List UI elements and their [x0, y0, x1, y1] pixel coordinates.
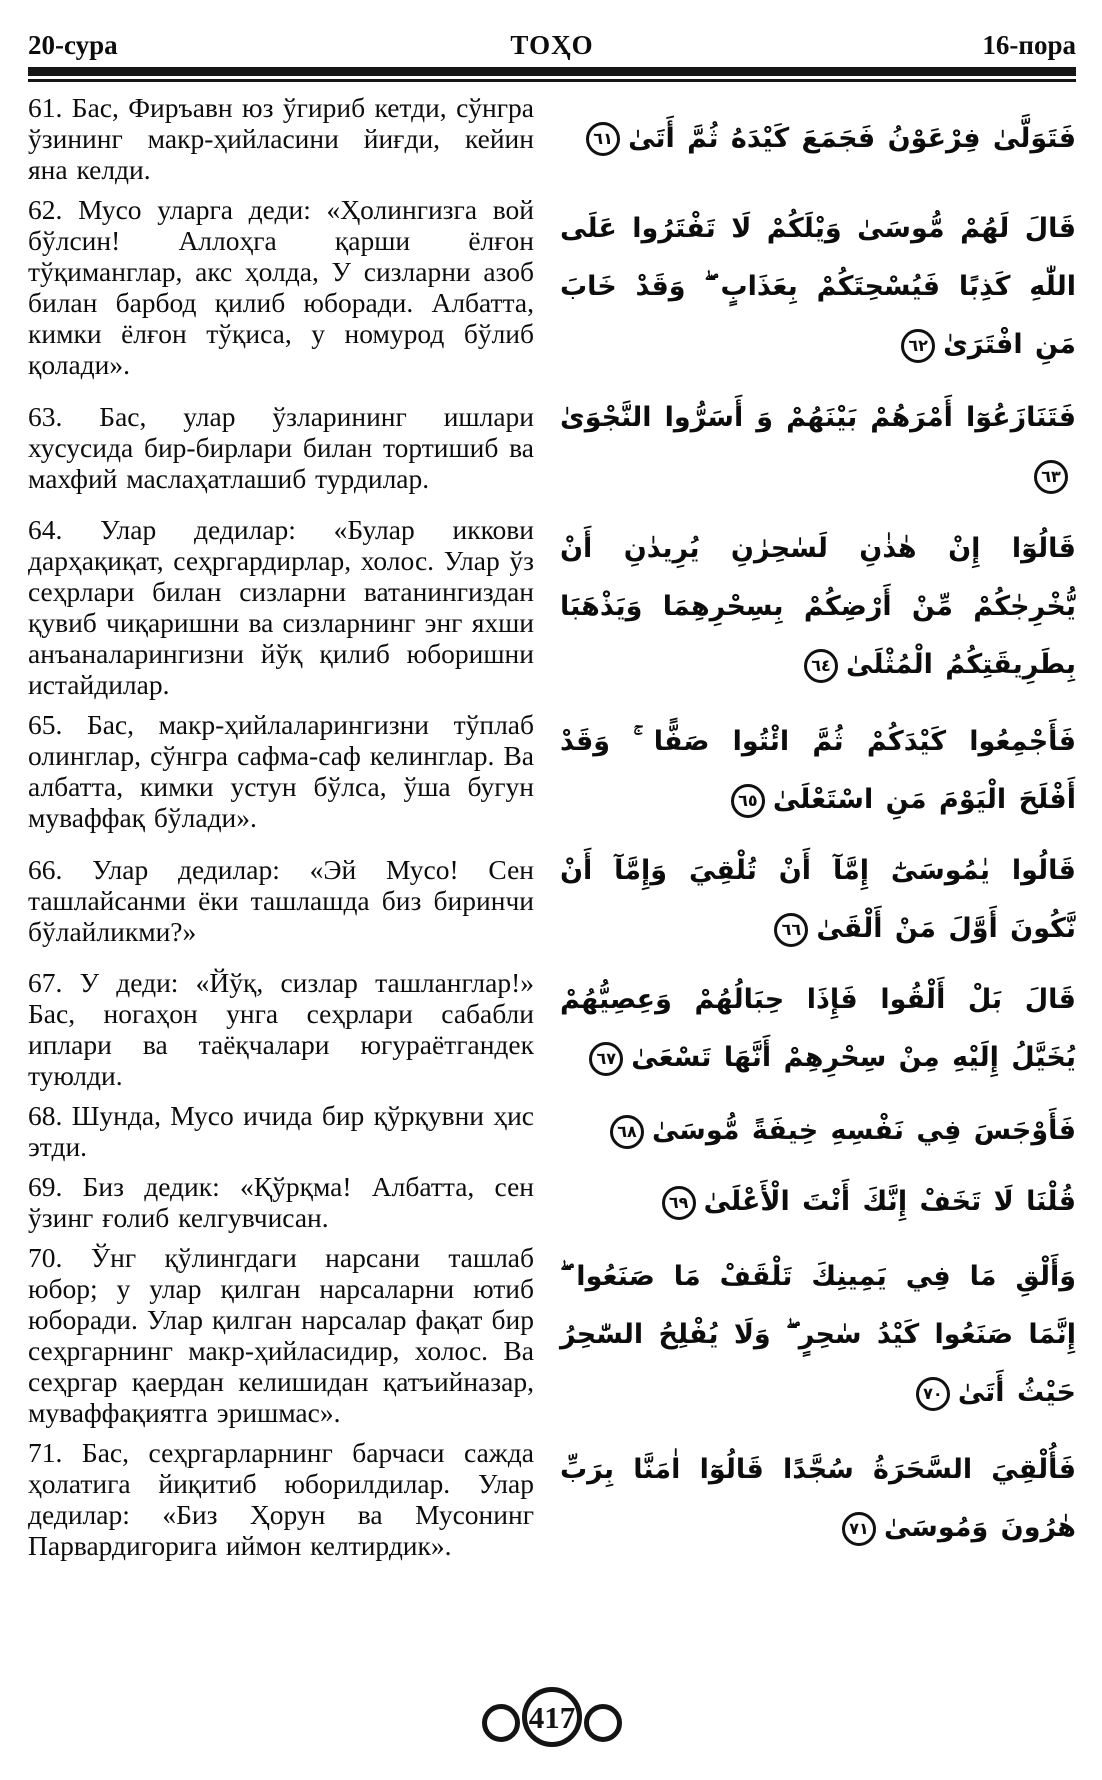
arabic-verse-body: فَأَجْمِعُوا كَيْدَكُمْ ثُمَّ ائْتُوا صَفًّا ۚ وَقَدْ أَفْلَحَ الْيَوْمَ مَنِ اسْتَعْلَىٰ — [560, 726, 1076, 815]
verse-uzbek-text: 71. Бас, сеҳргарларнинг барчаси сажда ҳолатига йиқитиб юборилдилар. Улар дедилар: «Биз Ҳорун ва Мусонинг Парвардигорига иймон келтирдик». — [28, 1437, 534, 1561]
verse-number-badge — [1034, 460, 1068, 494]
verse-arabic-text — [560, 1173, 1076, 1231]
verse-row — [28, 967, 1076, 1091]
verse-arabic-text — [560, 1248, 1076, 1422]
verse-uzbek-text: 66. Улар дедилар: «Эй Мусо! Сен ташлайсанми ёки ташлашда биз биринчи бўлайликми?» — [28, 853, 534, 947]
verse-uzbek-text: 63. Бас, улар ўзларининг ишлари хусусида бир-бирлари билан тортишиб ва махфий маслаҳатлашиб турдилар. — [28, 400, 534, 494]
verse-row — [28, 1100, 1076, 1162]
verse-uzbek-text: 70. Ўнг қўлингдаги нарсани ташлаб юбор; у улар қилган нарсаларни ютиб юборади. Улар қилган нарсалар фақат бир сеҳргарнинг макр-ҳийласидир, холос. Ва сеҳргар қаердан келишидан қатъийназар, муваффақиятга эришмас». — [28, 1242, 534, 1428]
verse-uzbek-text: 67. У деди: «Йўқ, сизлар ташланглар!» Бас, ногаҳон унга сеҳрлари сабабли иплари ва таёқчалари югураётгандек туюлди. — [28, 967, 534, 1091]
verse-uzbek-text: 64. Улар дедилар: «Булар иккови дарҳақиқат, сеҳргардирлар, холос. Улар ўз сеҳрлари билан сизларни ватанингиздан қувиб чиқаришни ва сизларнинг энг яхши анъаналарингизни йўқ қилиб юборишни истайдилар. — [28, 514, 534, 700]
verse-arabic-text — [560, 389, 1076, 505]
header-rule-thin — [28, 79, 1076, 82]
verse-row — [28, 514, 1076, 700]
verse-uzbek-text: 68. Шунда, Мусо ичида бир қўрқувни ҳис этди. — [28, 1100, 534, 1162]
verse-number-badge-text: ٧٠ — [923, 1383, 943, 1403]
verse-number-badge — [589, 1042, 623, 1076]
page-header — [28, 30, 1076, 60]
page-footer — [28, 1686, 1076, 1762]
verse-arabic-text — [560, 110, 1076, 168]
arabic-verse-body: قَالُوٓا إِنْ هٰذٰنِ لَسٰحِرٰنِ يُرِيدٰنِ أَنْ يُّخْرِجٰكُمْ مِّنْ أَرْضِكُمْ بِسِحْرِهِمَا وَيَذْهَبَا بِطَرِيقَتِكُمُ الْمُثْلَىٰ — [560, 533, 1076, 680]
page-number-ornament — [474, 1686, 630, 1752]
verse-number-badge-text: ٦٩ — [668, 1192, 689, 1212]
verse-number-badge — [610, 1115, 644, 1149]
verse-uzbek-text: 69. Биз дедик: «Қўрқма! Албатта, сен ўзинг ғолиб келгувчисан. — [28, 1171, 534, 1233]
verse-arabic-text — [560, 971, 1076, 1087]
verse-uzbek-text: 61. Бас, Фиръавн юз ўгириб кетди, сўнгра ўзининг макр-ҳийласини йиғди, кейин яна келди. — [28, 92, 534, 185]
verse-arabic-text — [560, 1102, 1076, 1160]
verse-number-badge-text: ٦٨ — [617, 1121, 637, 1141]
verse-number-badge-text: ٦٦ — [781, 919, 802, 939]
verse-number-badge — [916, 1377, 950, 1411]
arabic-verse-body: فَأُلْقِيَ السَّحَرَةُ سُجَّدًا قَالُوٓا اٰمَنَّا بِرَبِّ هٰرُونَ وَمُوسَىٰ — [560, 1454, 1076, 1543]
verse-number-badge — [842, 1512, 876, 1546]
verse-arabic-text — [560, 1441, 1076, 1557]
verse-number-badge-text: ٦٣ — [1041, 466, 1061, 486]
verse-uzbek-text: 62. Мусо уларга деди: «Ҳолингизга вой бўлсин! Аллоҳга қарши ёлғон тўқиманглар, акс ҳолда, У сизларни азоб билан барбод қилиб юборади. Албатта, кимки ёлғон тўқиса, у номурод бўлиб қолади». — [28, 194, 534, 380]
verse-arabic-text — [560, 520, 1076, 694]
verse-row — [28, 842, 1076, 958]
verse-row — [28, 709, 1076, 833]
arabic-verse-body: قُلْنَا لَا تَخَفْ إِنَّكَ أَنْتَ الْأَعْلَىٰ — [703, 1186, 1076, 1217]
verse-number-badge — [804, 649, 838, 683]
arabic-verse-body: فَتَوَلَّىٰ فِرْعَوْنُ فَجَمَعَ كَيْدَهُ ثُمَّ أَتَىٰ — [628, 122, 1076, 154]
verse-number-badge-text: ٦٢ — [908, 335, 928, 355]
verse-number-badge — [901, 329, 935, 363]
verse-row — [28, 92, 1076, 185]
verse-number-badge-text: ٦٧ — [596, 1048, 617, 1068]
verse-number-badge-text: ٧١ — [849, 1518, 869, 1538]
arabic-verse-body: فَتَنَازَعُوٓا أَمْرَهُمْ بَيْنَهُمْ وَ أَسَرُّوا النَّجْوَىٰ — [560, 402, 1076, 433]
verse-number-badge — [662, 1186, 696, 1220]
verse-row — [28, 194, 1076, 380]
header-rule-thick — [28, 67, 1076, 76]
arabic-verse-body: فَأَوْجَسَ فِي نَفْسِهِ خِيفَةً مُّوسَىٰ — [651, 1115, 1076, 1146]
arabic-verse-body: قَالَ لَهُمْ مُّوسَىٰ وَيْلَكُمْ لَا تَفْتَرُوا عَلَى اللّٰهِ كَذِبًا فَيُسْحِتَكُمْ بِعَذَابٍ ۖ وَقَدْ خَابَ مَنِ افْتَرَىٰ — [560, 213, 1076, 360]
verses-container — [28, 92, 1076, 1686]
verse-number-badge-text: ٦١ — [593, 129, 613, 148]
verse-number-badge-text: ٦٤ — [811, 655, 831, 675]
arabic-verse-body: قَالُوا يٰمُوسَىٰٓ إِمَّآ أَنْ تُلْقِيَ وَإِمَّآ أَنْ نَّكُونَ أَوَّلَ مَنْ أَلْقَىٰ — [560, 855, 1076, 944]
verse-number-badge — [731, 784, 765, 818]
page-number: 417 — [528, 1700, 576, 1735]
verse-row — [28, 1171, 1076, 1233]
verse-row — [28, 389, 1076, 505]
juz-label: 16-пора — [982, 30, 1076, 60]
verse-row — [28, 1242, 1076, 1428]
surah-title: ТОҲО — [510, 30, 594, 60]
arabic-verse-body: قَالَ بَلْ أَلْقُوا فَإِذَا حِبَالُهُمْ وَعِصِيُّهُمْ يُخَيَّلُ إِلَيْهِ مِنْ سِحْرِهِمْ أَنَّهَا تَسْعَىٰ — [560, 984, 1076, 1073]
arabic-verse-body: وَأَلْقِ مَا فِي يَمِينِكَ تَلْقَفْ مَا صَنَعُوا ۖ إِنَّمَا صَنَعُوا كَيْدُ سٰحِرٍ ۖ وَلَا يُفْلِحُ السّٰحِرُ حَيْثُ أَتَىٰ — [560, 1261, 1076, 1408]
verse-number-badge-text: ٦٥ — [738, 790, 758, 810]
verse-arabic-text — [560, 713, 1076, 829]
verse-row — [28, 1437, 1076, 1561]
verse-arabic-text — [560, 842, 1076, 958]
verse-number-badge — [774, 913, 808, 947]
verse-uzbek-text: 65. Бас, макр-ҳийлаларингизни тўплаб олинглар, сўнгра сафма-саф келинглар. Ва албатта, кимки устун бўлса, ўша бугун муваффақ бўлади». — [28, 709, 534, 833]
verse-arabic-text — [560, 200, 1076, 374]
verse-number-badge — [586, 122, 620, 156]
surah-number-label: 20-сура — [28, 30, 118, 60]
